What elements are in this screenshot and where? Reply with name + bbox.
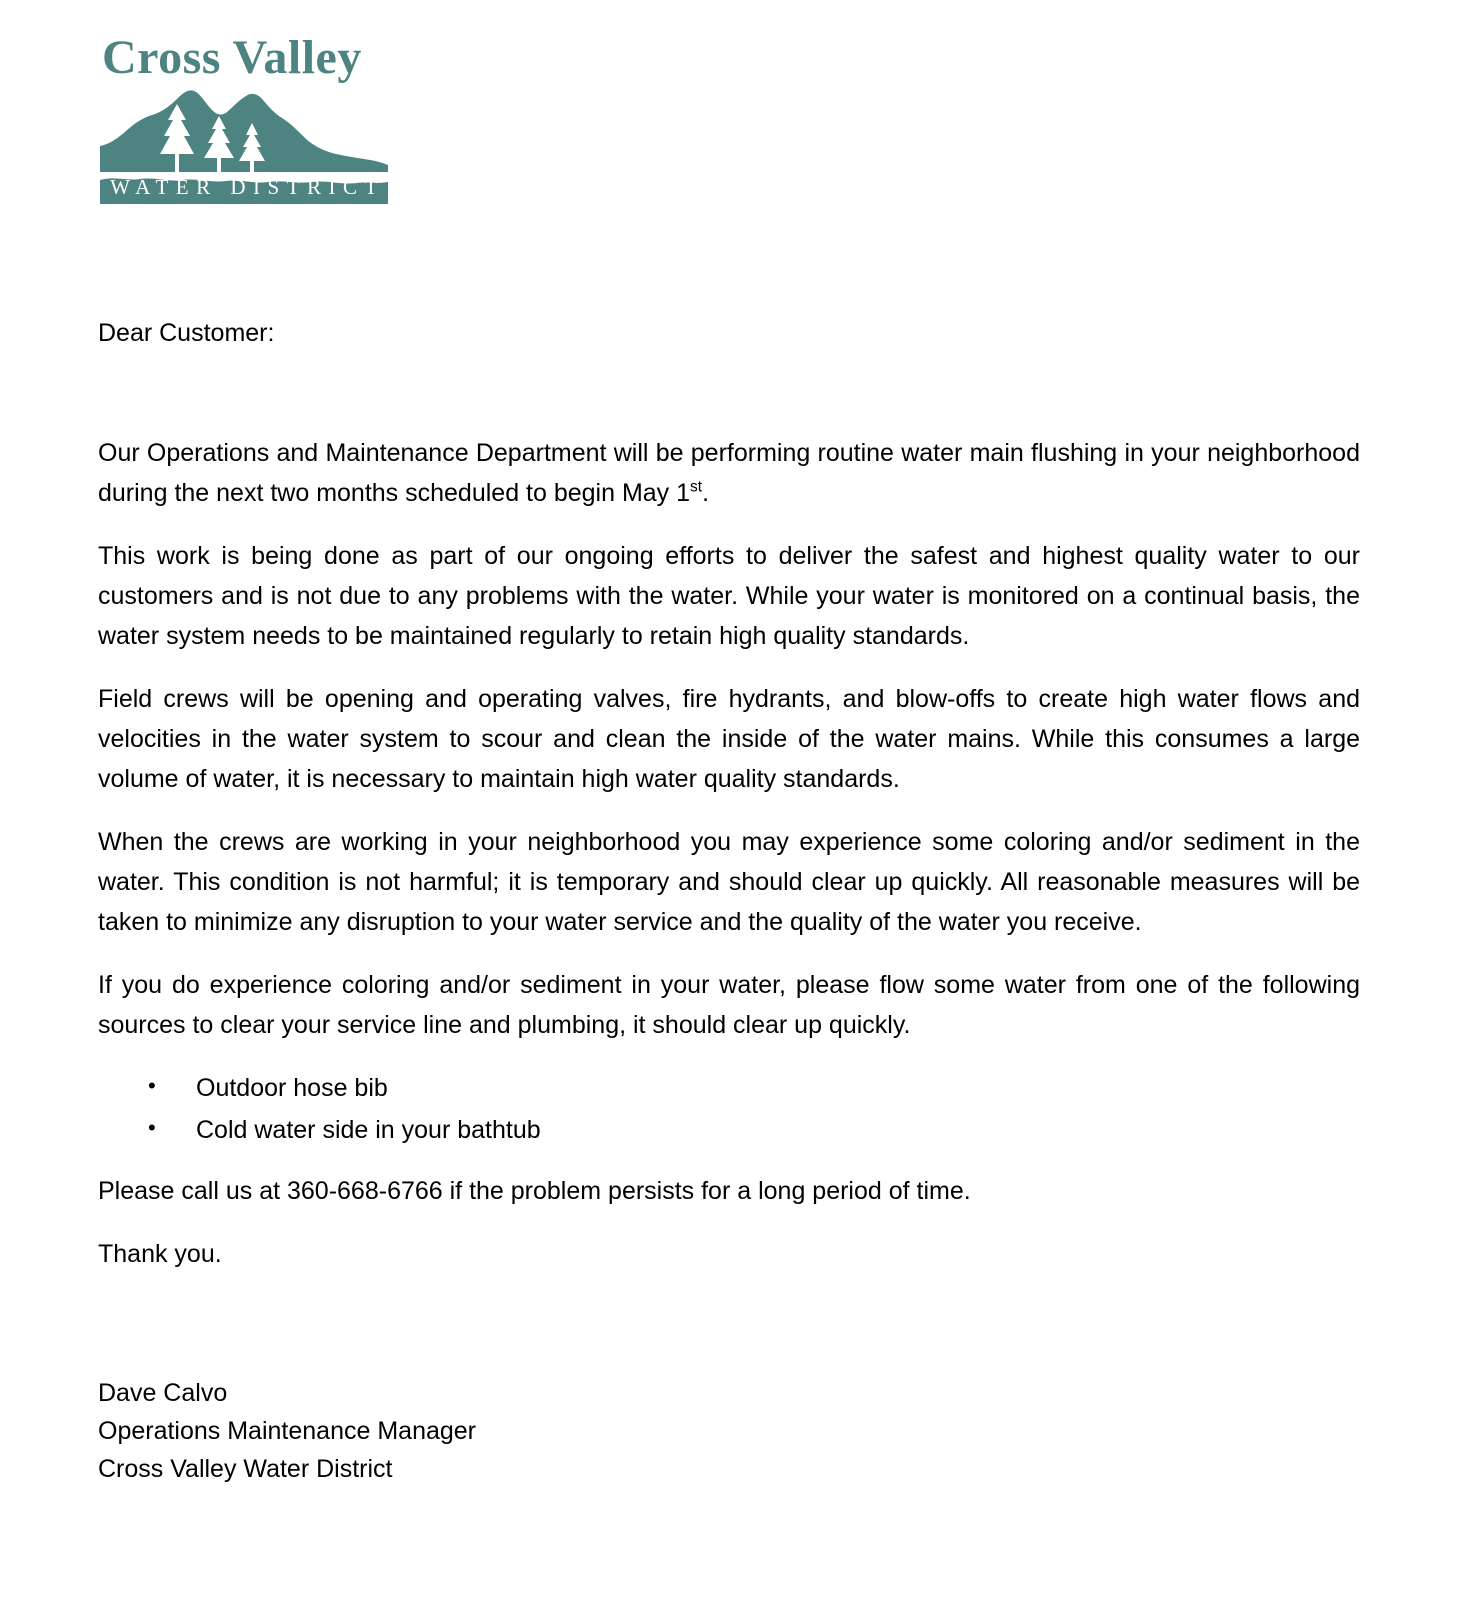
letterhead — [100, 31, 400, 204]
letter-body — [98, 318, 1360, 1488]
flush-source-list — [98, 1068, 1360, 1151]
paragraph-intro-text-a: Our Operations and Maintenance Department will be performing routine water main flushing in your neighborhood during the next two months scheduled to begin May 1 — [98, 438, 1360, 507]
salutation-spacer — [98, 349, 1360, 433]
list-item-label: Cold water side in your bathtub — [196, 1116, 541, 1144]
ordinal-suffix: st — [690, 478, 703, 496]
paragraph-instructions: If you do experience coloring and/or sediment in your water, please flow some water from one of the following sources to clear your service line and plumbing, it should clear up quickly. — [98, 970, 1360, 1039]
list-item-label: Outdoor hose bib — [196, 1073, 388, 1102]
bullet-icon: • — [148, 1072, 156, 1098]
salutation: Dear Customer: — [98, 319, 275, 347]
closing-line: Thank you. — [98, 1239, 222, 1268]
signer-organization: Cross Valley Water District — [98, 1455, 393, 1483]
bullet-icon: • — [148, 1115, 156, 1140]
signer-name: Dave Calvo — [98, 1378, 228, 1407]
signer-title: Operations Maintenance Manager — [98, 1416, 477, 1445]
contact-line: Please call us at 360-668-6766 if the problem persists for a long period of time. — [98, 1176, 971, 1205]
logo-tagline: WATER DISTRICT — [110, 174, 385, 199]
paragraph-expectations: When the crews are working in your neighborhood you may experience some coloring and/or sediment in the water. This condition is not harmful; it is temporary and should clear up quickly. All reasonable measures will be taken to minimize any disruption to your water service and the quality of the water you receive. — [98, 827, 1360, 936]
paragraph-intro-text-b: . — [702, 478, 710, 507]
list-item — [98, 1110, 1360, 1151]
list-item — [98, 1068, 1360, 1109]
paragraph-purpose: This work is being done as part of our ongoing efforts to deliver the safest and highest quality water to our customers and is not due to any problems with the water. While your water is monitored on a continual basis, the water system needs to be maintained regularly to retain high quality standards. — [98, 541, 1360, 650]
paragraph-field-crews: Field crews will be opening and operating valves, fire hydrants, and blow-offs to create high water flows and velocities in the water system to scour and clean the inside of the water mains. While this consumes a large volume of water, it is necessary to maintain high water quality standards. — [98, 684, 1360, 793]
mountain-trees-water-logo-icon — [100, 86, 388, 204]
logo-wordmark: Cross Valley — [102, 31, 362, 84]
paragraph-intro — [98, 433, 1360, 513]
signature-block — [98, 1374, 1360, 1489]
